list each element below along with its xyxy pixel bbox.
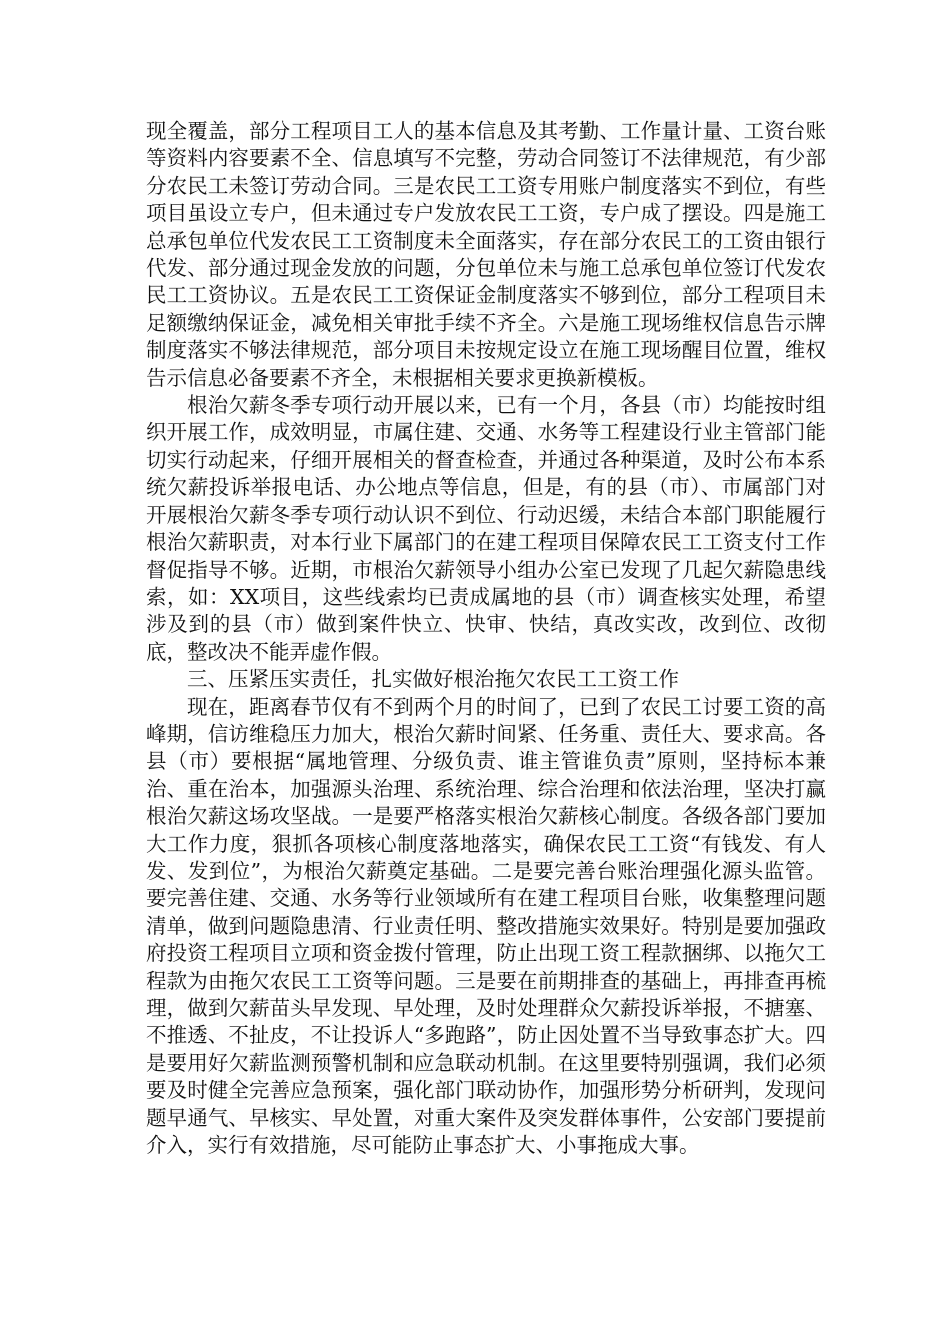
body-paragraph-campaign-progress: 根治欠薪冬季专项行动开展以来，已有一个月，各县（市）均能按时组织开展工作，成效明显，市属住建、交通、水务等工程建设行业主管部门能切实行动起来，仔细开展相关的督查检查，并通过各种渠道，及时公布本系统欠薪投诉举报电话、办公地点等信息，但是，有的县（市）、市属部门对开展根治欠薪冬季专项行动认识不到位、行动迟缓，未结合本部门职能履行根治欠薪职责，对本行业下属部门的在建工程项目保障农民工工资支付工作督促指导不够。近期，市根治欠薪领导小组办公室已发现了几起欠薪隐患线索，如：XX项目，这些线索均已责成属地的县（市）调查核实处理，希望涉及到的县（市）做到案件快立、快审、快结，真改实改，改到位、改彻底，整改决不能弄虚作假。: [146, 393, 826, 664]
document-page: [146, 118, 826, 1159]
body-paragraph-continued: 现全覆盖，部分工程项目工人的基本信息及其考勤、工作量计量、工资台账等资料内容要素不全、信息填写不完整，劳动合同签订不法律规范，有少部分农民工未签订劳动合同。三是农民工工资专用账户制度落实不到位，有些项目虽设立专户，但未通过专户发放农民工工资，专户成了摆设。四是施工总承包单位代发农民工工资制度未全面落实，存在部分农民工的工资由银行代发、部分通过现金发放的问题，分包单位未与施工总承包单位签订代发农民工工资协议。五是农民工工资保证金制度落实不够到位，部分工程项目未足额缴纳保证金，减免相关审批手续不齐全。六是施工现场维权信息告示牌制度落实不够法律规范，部分项目未按规定设立在施工现场醒目位置，维权告示信息必备要素不齐全，未根据相关要求更换新模板。: [146, 119, 826, 390]
section-heading: 三、压紧压实责任，扎实做好根治拖欠农民工工资工作: [187, 667, 679, 692]
body-paragraph-responsibilities: 现在，距离春节仅有不到两个月的时间了，已到了农民工讨要工资的高峰期，信访维稳压力加大，根治欠薪时间紧、任务重、责任大、要求高。各县（市）要根据“属地管理、分级负责、谁主管谁负责”原则，坚持标本兼治、重在治本，加强源头治理、系统治理、综合治理和依法治理，坚决打赢根治欠薪这场攻坚战。一是要严格落实根治欠薪核心制度。各级各部门要加大工作力度，狠抓各项核心制度落地落实，确保农民工工资“有钱发、有人发、发到位”，为根治欠薪奠定基础。二是要完善台账治理强化源头监管。要完善住建、交通、水务等行业领域所有在建工程项目台账，收集整理问题清单，做到问题隐患清、行业责任明、整改措施实效果好。特别是要加强政府投资工程项目立项和资金拨付管理，防止出现工资工程款捆绑、以拖欠工程款为由拖欠农民工工资等问题。三是要在前期排查的基础上，再排查再梳理，做到欠薪苗头早发现、早处理，及时处理群众欠薪投诉举报，不搪塞、不推透、不扯皮，不让投诉人“多跑路”，防止因处置不当导致事态扩大。四是要用好欠薪监测预警机制和应急联动机制。在这里要特别强调，我们必须要及时健全完善应急预案，强化部门联动协作，加强形势分析研判，发现问题早通气、早核实、早处置，对重大案件及突发群体事件，公安部门要提前介入，实行有效措施，尽可能防止事态扩大、小事拖成大事。: [146, 694, 826, 1158]
